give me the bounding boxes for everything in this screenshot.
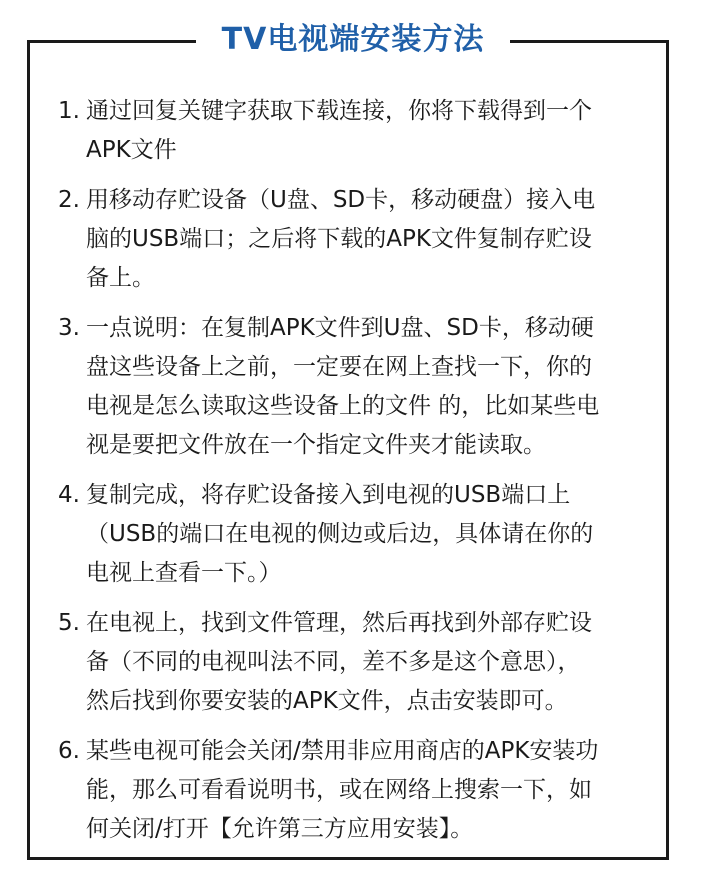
step-line: 通过回复关键字获取下载连接，你将下载得到一个 [86, 98, 592, 124]
step-number: 4. [58, 482, 80, 508]
step-item [58, 604, 648, 721]
step-text [86, 476, 648, 593]
steps-list [58, 92, 648, 860]
step-item [58, 181, 648, 298]
step-line: 在电视上，找到文件管理，然后再找到外部存贮设 [86, 610, 592, 636]
step-item [58, 92, 648, 170]
step-item [58, 732, 648, 849]
page-title: TV电视端安装方法 [196, 18, 511, 62]
step-line: 备上。 [86, 265, 155, 291]
step-line: APK文件 [86, 137, 177, 163]
step-line: （USB的端口在电视的侧边或后边，具体请在你的 [86, 521, 594, 547]
step-line: 脑的USB端口；之后将下载的APK文件复制存贮设 [86, 226, 592, 252]
step-line: 电视是怎么读取这些设备上的文件 的，比如某些电 [86, 393, 600, 419]
step-line: 某些电视可能会关闭/禁用非应用商店的APK安装功 [86, 738, 599, 764]
step-text [86, 732, 648, 849]
title-bar [0, 18, 706, 62]
step-line: 复制完成，将存贮设备接入到电视的USB端口上 [86, 482, 571, 508]
step-text [86, 92, 648, 170]
step-line: 用移动存贮设备（U盘、SD卡，移动硬盘）接入电 [86, 187, 596, 213]
step-number: 5. [58, 610, 80, 636]
step-line: 然后找到你要安装的APK文件，点击安装即可。 [86, 688, 568, 714]
step-number: 6. [58, 738, 80, 764]
step-line: 一点说明：在复制APK文件到U盘、SD卡，移动硬 [86, 315, 594, 341]
step-number: 2. [58, 187, 80, 213]
step-text [86, 309, 648, 465]
step-line: 能，那么可看看说明书，或在网络上搜索一下，如 [86, 777, 592, 803]
step-number: 1. [58, 98, 80, 124]
step-line: 备（不同的电视叫法不同，差不多是这个意思）， [86, 649, 581, 675]
step-number: 3. [58, 315, 80, 341]
step-line: 何关闭/打开【允许第三方应用安装】。 [86, 816, 474, 842]
step-item [58, 309, 648, 465]
step-line: 电视上查看一下。） [86, 560, 282, 586]
step-item [58, 476, 648, 593]
step-text [86, 604, 648, 721]
step-line: 视是要把文件放在一个指定文件夹才能读取。 [86, 432, 546, 458]
step-text [86, 181, 648, 298]
step-line: 盘这些设备上之前，一定要在网上查找一下，你的 [86, 354, 592, 380]
